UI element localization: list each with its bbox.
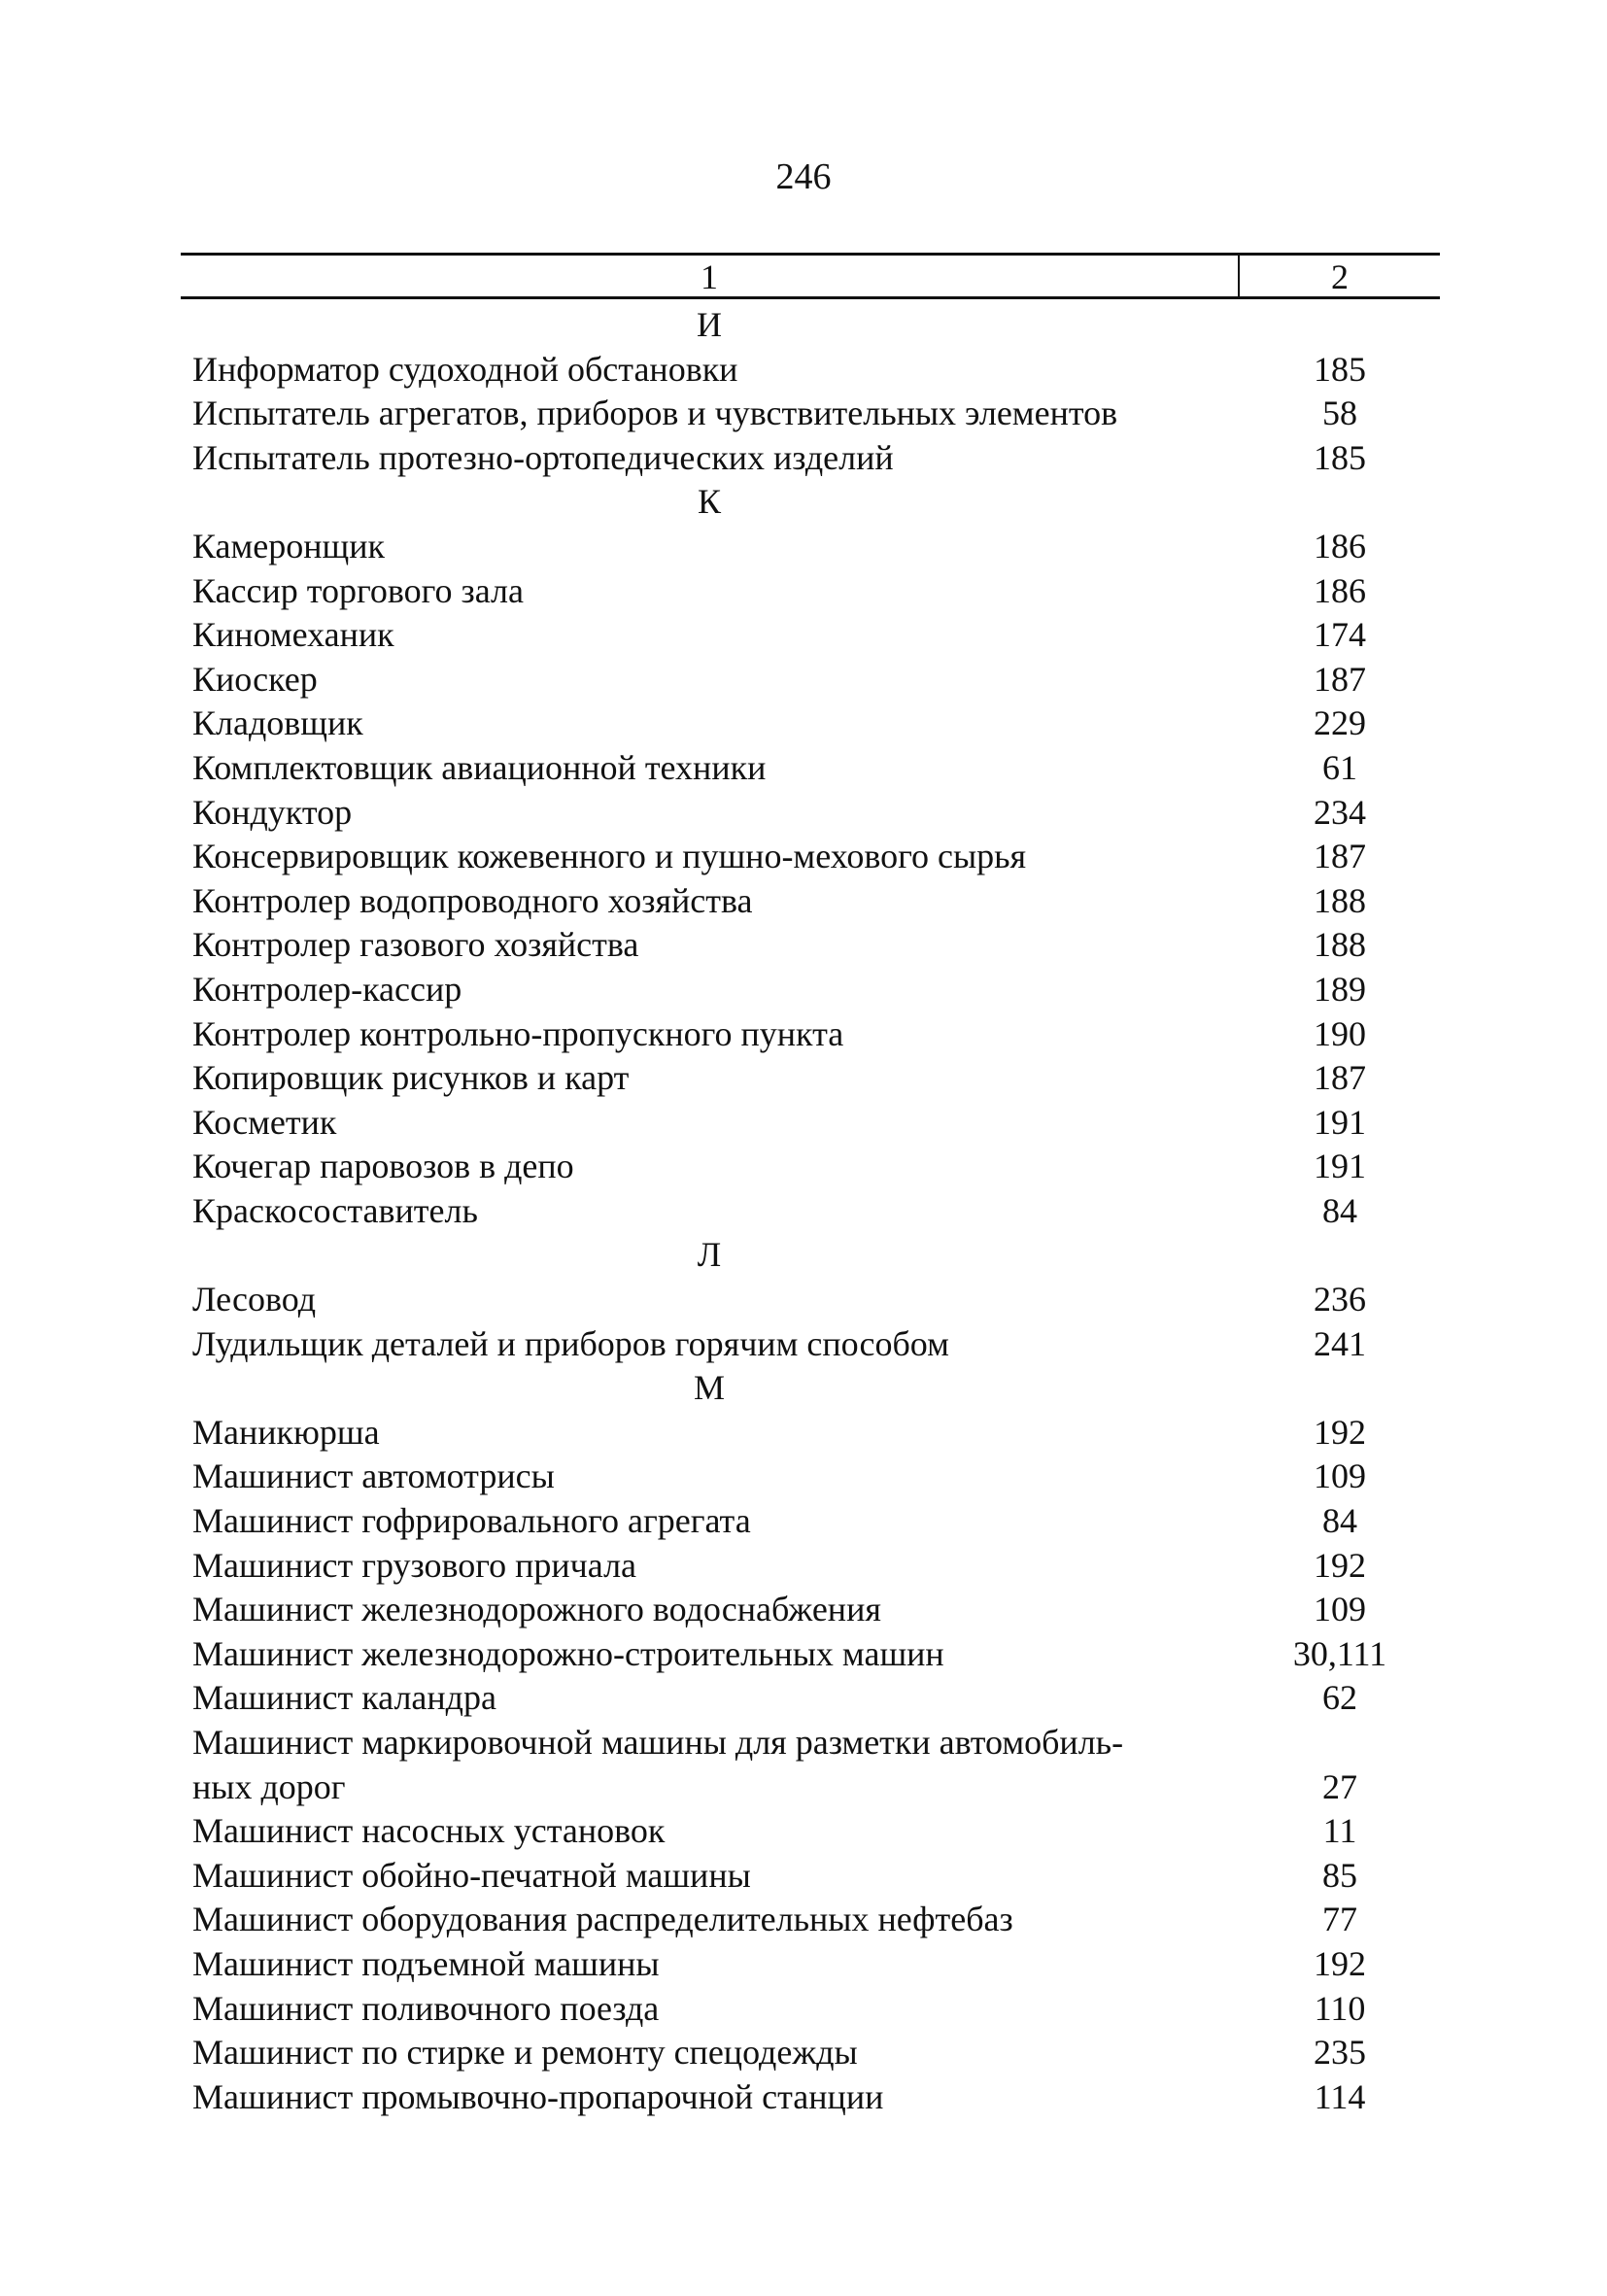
profession-name: Испытатель протезно-ортопедических изделий <box>192 437 894 477</box>
profession-name: Машинист грузового причала <box>192 1545 637 1585</box>
page-reference: 189 <box>1314 969 1366 1009</box>
table-row <box>181 1765 1440 1810</box>
table-row <box>181 1721 1440 1765</box>
page-reference: 27 <box>1322 1766 1357 1806</box>
page-reference: 58 <box>1322 394 1357 433</box>
table-row <box>181 1499 1440 1544</box>
profession-name: Машинист автомотрисы <box>192 1456 555 1496</box>
table-header <box>181 253 1440 299</box>
page-reference: 235 <box>1314 2033 1366 2073</box>
profession-name: Кондуктор <box>192 792 353 832</box>
table-row <box>181 1987 1440 2032</box>
letter-heading-text: М <box>693 1368 725 1408</box>
table-row <box>181 1101 1440 1146</box>
table-row <box>181 392 1440 436</box>
page-reference: 191 <box>1314 1147 1366 1186</box>
page-reference: 192 <box>1314 1545 1366 1585</box>
table-row <box>181 835 1440 879</box>
letter-heading <box>181 303 1440 348</box>
table-row <box>181 1588 1440 1632</box>
page-reference: 109 <box>1314 1590 1366 1629</box>
column-2-header: 2 <box>1331 257 1349 296</box>
page-reference: 84 <box>1322 1501 1357 1541</box>
profession-name: Машинист обойно-печатной машины <box>192 1855 751 1895</box>
letter-heading <box>181 480 1440 525</box>
page-reference: 110 <box>1314 1988 1366 2028</box>
table-row <box>181 879 1440 924</box>
profession-name: ных дорог <box>192 1766 346 1806</box>
profession-name: Контролер-кассир <box>192 969 462 1009</box>
profession-name: Консервировщик кожевенного и пушно-мехового сырья <box>192 837 1027 876</box>
page-reference: 174 <box>1314 615 1366 655</box>
page-reference: 61 <box>1322 747 1357 787</box>
profession-name: Кладовщик <box>192 703 363 743</box>
table-row <box>181 1322 1440 1367</box>
profession-name: Машинист промывочно-пропарочной станции <box>192 2076 884 2116</box>
page-reference: 229 <box>1314 703 1366 743</box>
table-row <box>181 1854 1440 1899</box>
table-row <box>181 2075 1440 2120</box>
page-reference: 187 <box>1314 837 1366 876</box>
profession-name: Машинист гофрировального агрегата <box>192 1501 751 1541</box>
profession-name: Машинист железнодорожно-строительных машин <box>192 1633 944 1673</box>
table-row <box>181 1676 1440 1721</box>
page-reference: 185 <box>1314 437 1366 477</box>
page-reference: 84 <box>1322 1190 1357 1230</box>
table-row <box>181 2031 1440 2075</box>
page-reference: 191 <box>1314 1102 1366 1142</box>
table-row <box>181 1411 1440 1456</box>
page-reference: 234 <box>1314 792 1366 832</box>
page-reference: 188 <box>1314 925 1366 965</box>
profession-name: Машинист подъемной машины <box>192 1943 660 1983</box>
profession-name: Кассир торгового зала <box>192 570 524 610</box>
page-reference: 236 <box>1314 1280 1366 1319</box>
profession-name: Лудильщик деталей и приборов горячим способом <box>192 1323 949 1363</box>
table-row <box>181 702 1440 746</box>
page-reference: 11 <box>1322 1811 1357 1851</box>
profession-name: Косметик <box>192 1102 337 1142</box>
profession-name: Маникюрша <box>192 1412 380 1452</box>
table-row <box>181 1056 1440 1101</box>
profession-name: Машинист по стирке и ремонту спецодежды <box>192 2033 858 2073</box>
page-reference: 62 <box>1322 1678 1357 1718</box>
letter-heading <box>181 1366 1440 1411</box>
page-reference: 241 <box>1314 1323 1366 1363</box>
page-reference: 30,111 <box>1292 1633 1387 1673</box>
letter-heading-text: К <box>697 482 721 522</box>
profession-name: Машинист каландра <box>192 1678 496 1718</box>
table-row <box>181 1145 1440 1189</box>
page-reference: 85 <box>1322 1855 1357 1895</box>
profession-name: Машинист железнодорожного водоснабжения <box>192 1590 881 1629</box>
page-reference: 192 <box>1314 1943 1366 1983</box>
page-reference: 188 <box>1314 880 1366 920</box>
table-row <box>181 923 1440 968</box>
profession-name: Краскосоставитель <box>192 1190 478 1230</box>
profession-name: Комплектовщик авиационной техники <box>192 747 767 787</box>
table-row <box>181 1942 1440 1987</box>
page-reference: 185 <box>1314 349 1366 389</box>
table-row <box>181 791 1440 836</box>
table-row <box>181 1898 1440 1942</box>
profession-name: Машинист насосных установок <box>192 1811 666 1851</box>
table-row <box>181 1189 1440 1234</box>
profession-name: Контролер водопроводного хозяйства <box>192 880 753 920</box>
table-row <box>181 436 1440 481</box>
profession-name: Кочегар паровозов в депо <box>192 1147 574 1186</box>
profession-name: Машинист поливочного поезда <box>192 1988 660 2028</box>
letter-heading-text: Л <box>697 1235 722 1275</box>
table-row <box>181 1278 1440 1322</box>
profession-name: Машинист маркировочной машины для разметки автомобиль- <box>192 1723 1124 1762</box>
table-row <box>181 1455 1440 1499</box>
letter-heading-text: И <box>697 305 722 344</box>
profession-name: Камеронщик <box>192 526 386 565</box>
table-row <box>181 613 1440 658</box>
page-reference: 114 <box>1314 2076 1366 2116</box>
table-row <box>181 746 1440 791</box>
page-reference: 192 <box>1314 1412 1366 1452</box>
table-row <box>181 1632 1440 1677</box>
profession-name: Копировщик рисунков и карт <box>192 1058 630 1098</box>
table-row <box>181 569 1440 614</box>
page-reference: 186 <box>1314 526 1366 565</box>
profession-name: Киномеханик <box>192 615 394 655</box>
table-row <box>181 525 1440 569</box>
page-reference: 186 <box>1314 570 1366 610</box>
page-reference: 190 <box>1314 1013 1366 1053</box>
index-table-body <box>181 303 1440 2119</box>
page-number: 246 <box>775 156 832 197</box>
table-row <box>181 1012 1440 1057</box>
table-row <box>181 968 1440 1012</box>
profession-name: Киоскер <box>192 659 318 699</box>
table-row <box>181 1544 1440 1589</box>
profession-name: Лесовод <box>192 1280 317 1319</box>
profession-name: Машинист оборудования распределительных нефтебаз <box>192 1900 1013 1939</box>
profession-name: Контролер контрольно-пропускного пункта <box>192 1013 844 1053</box>
table-row <box>181 348 1440 393</box>
page-reference: 187 <box>1314 659 1366 699</box>
profession-name: Информатор судоходной обстановки <box>192 349 738 389</box>
table-row <box>181 1809 1440 1854</box>
profession-name: Испытатель агрегатов, приборов и чувствительных элементов <box>192 394 1118 433</box>
table-row <box>181 658 1440 703</box>
column-1-header: 1 <box>701 257 718 296</box>
page-reference: 77 <box>1322 1900 1357 1939</box>
letter-heading <box>181 1233 1440 1278</box>
page-reference: 187 <box>1314 1058 1366 1098</box>
profession-name: Контролер газового хозяйства <box>192 925 639 965</box>
page-reference: 109 <box>1314 1456 1366 1496</box>
